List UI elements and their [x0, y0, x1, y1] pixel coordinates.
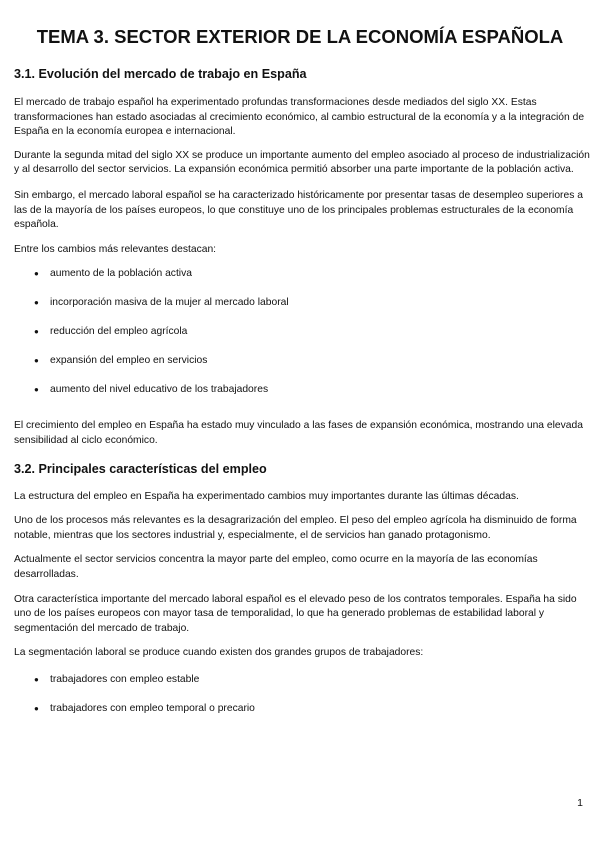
- bullet-icon: ●: [34, 674, 39, 684]
- bullet-icon: ●: [34, 269, 39, 279]
- list-item: ● trabajadores con empleo estable: [34, 673, 200, 685]
- paragraph: Durante la segunda mitad del siglo XX se produce un importante aumento del empleo asociado al proceso de industrialización y al desarrollo del sector servicios. La expansión económica permitió absorber una parte importante de la población activa.: [14, 149, 590, 176]
- list-item: ● aumento de la población activa: [34, 268, 192, 280]
- list-item: ● incorporación masiva de la mujer al mercado laboral: [34, 297, 289, 309]
- list-item: ● expansión del empleo en servicios: [34, 355, 208, 367]
- bullet-icon: ●: [34, 298, 39, 308]
- bullet-icon: ●: [34, 356, 39, 366]
- bullet-icon: ●: [34, 327, 39, 337]
- paragraph: Sin embargo, el mercado laboral español se ha caracterizado históricamente por presentar tasas de desempleo superiores a las de la mayoría de los países europeos, lo que constituye uno de los principales problemas estructurales de la economía española.: [14, 189, 583, 231]
- paragraph: El crecimiento del empleo en España ha estado muy vinculado a las fases de expansión económica, mostrando una elevada sensibilidad al ciclo económico.: [14, 420, 583, 446]
- section-heading-3-1: 3.1. Evolución del mercado de trabajo en España: [14, 67, 307, 81]
- paragraph: El mercado de trabajo español ha experimentado profundas transformaciones desde mediados del siglo XX. Estas transformaciones han estado asociadas al crecimiento económico, al cambio estructural de la economía y a la integración de España en la economía europea e internacional.: [14, 97, 585, 138]
- paragraph: Actualmente el sector servicios concentra la mayor parte del empleo, como ocurre en la mayoría de las economías desarrolladas.: [14, 554, 538, 580]
- list-item: ● trabajadores con empleo temporal o precario: [34, 702, 255, 714]
- list-item: ● aumento del nivel educativo de los trabajadores: [34, 384, 269, 396]
- paragraph: Entre los cambios más relevantes destacan:: [14, 243, 217, 255]
- section-heading-3-2: 3.2. Principales características del empleo: [14, 461, 267, 476]
- bullet-icon: ●: [34, 385, 39, 395]
- page-number: 1: [577, 797, 583, 809]
- document-body: [14, 66, 590, 731]
- paragraph: Uno de los procesos más relevantes es la desagrarización del empleo. El peso del empleo agrícola ha disminuido de forma notable, mientras que los sectores industrial y, especialmente, el de servicios han ganado protagonismo.: [14, 515, 577, 541]
- segmentation-list: [14, 673, 590, 716]
- bullet-icon: ●: [34, 703, 39, 713]
- paragraph: La segmentación laboral se produce cuando existen dos grandes grupos de trabajadores:: [14, 647, 424, 659]
- list-item: ● reducción del empleo agrícola: [34, 326, 188, 338]
- paragraph: La estructura del empleo en España ha experimentado cambios muy importantes durante las últimas décadas.: [14, 490, 519, 502]
- paragraph: Otra característica importante del mercado laboral español es el elevado peso de los contratos temporales. España ha sido uno de los países europeos con mayor tasa de temporalidad, lo que ha generado problemas de estabilidad laboral y segmentación del mercado de trabajo.: [14, 593, 577, 634]
- changes-list: [14, 267, 590, 397]
- document-title: TEMA 3. SECTOR EXTERIOR DE LA ECONOMÍA ESPAÑOLA: [36, 26, 564, 47]
